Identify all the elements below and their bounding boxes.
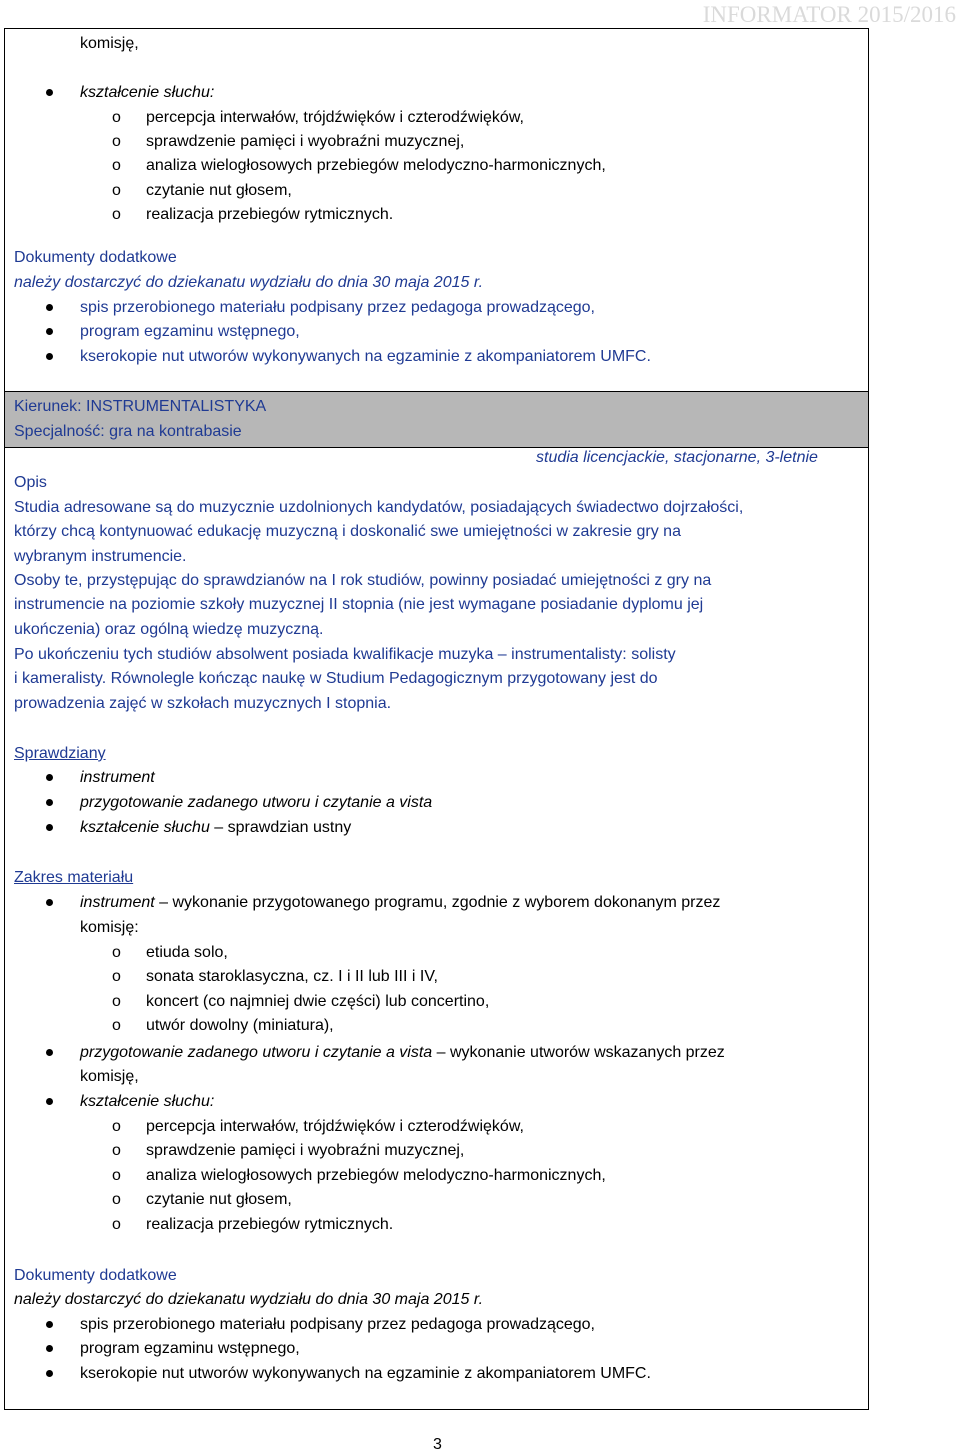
ks-item: sprawdzenie pamięci i wyobraźni muzycznej, — [146, 133, 465, 150]
header-brand: INFORMATOR 2015/2016 — [702, 2, 956, 27]
sprawdzian-item: instrument — [80, 769, 155, 786]
o-bullet: o — [112, 182, 121, 199]
opis-line: Studia adresowane są do muzycznie uzdolnionych kandydatów, posiadających świadectwo dojrzałości, — [14, 499, 744, 516]
opis-line: prowadzenia zajęć w szkołach muzycznych I stopnia. — [14, 695, 392, 712]
bullet — [46, 1345, 53, 1352]
instr-item: etiuda solo, — [146, 944, 228, 961]
instr-item: utwór dowolny (miniatura), — [146, 1017, 334, 1034]
docs-item: spis przerobionego materiału podpisany przez pedagoga prowadzącego, — [80, 299, 595, 316]
studia-type: studia licencjackie, stacjonarne, 3-letnie — [536, 449, 818, 466]
zakres-item-rest: – wykonanie utworów wskazanych przez — [432, 1044, 725, 1061]
docs-item: kserokopie nut utworów wykonywanych na egzaminie z akompaniatorem UMFC. — [80, 1365, 651, 1382]
o-bullet: o — [112, 1118, 121, 1135]
sprawdzian-item-rest: – sprawdzian ustny — [209, 819, 352, 836]
sprawdzian-item — [80, 817, 351, 839]
zakres-item — [80, 1042, 725, 1064]
ks-item: czytanie nut głosem, — [146, 1191, 292, 1208]
opis-heading: Opis — [14, 474, 47, 491]
o-bullet: o — [112, 1216, 121, 1233]
o-bullet: o — [112, 944, 121, 961]
instr-item: koncert (co najmniej dwie części) lub concertino, — [146, 993, 490, 1010]
o-bullet: o — [112, 1191, 121, 1208]
docs-item: kserokopie nut utworów wykonywanych na egzaminie z akompaniatorem UMFC. — [80, 348, 651, 365]
zakres-heading: Zakres materiału — [14, 869, 134, 886]
ks-item: sprawdzenie pamięci i wyobraźni muzycznej, — [146, 1142, 465, 1159]
ks-item: realizacja przebiegów rytmicznych. — [146, 1216, 394, 1233]
bullet — [46, 899, 53, 906]
komisje-text: komisję, — [80, 35, 139, 52]
o-bullet: o — [112, 133, 121, 150]
bullet — [46, 304, 53, 311]
bullet — [46, 353, 53, 360]
opis-line: ukończenia) oraz ogólną wiedzę muzyczną. — [14, 621, 324, 638]
instr-item: sonata staroklasyczna, cz. I i II lub III i IV, — [146, 968, 438, 985]
zakres-item-cont: komisję: — [80, 919, 139, 936]
bullet — [46, 1321, 53, 1328]
opis-line: wybranym instrumencie. — [14, 548, 187, 565]
ks-item: analiza wielogłosowych przebiegów melodyczno-harmonicznych, — [146, 157, 606, 174]
opis-line: którzy chcą kontynuować edukację muzyczną i doskonalić swe umiejętności w zakresie gry na — [14, 523, 681, 540]
opis-line: Po ukończeniu tych studiów absolwent posiada kwalifikacje muzyka – instrumentalisty: solisty — [14, 646, 676, 663]
content-frame — [4, 28, 869, 1410]
kierunek-title: Kierunek: INSTRUMENTALISTYKA — [14, 398, 267, 415]
ks-item: percepcja interwałów, trójdźwięków i czterodźwięków, — [146, 1118, 524, 1135]
sprawdziany-heading: Sprawdziany — [14, 745, 106, 762]
o-bullet: o — [112, 1142, 121, 1159]
docs-heading: Dokumenty dodatkowe — [14, 1267, 177, 1284]
ks-item: percepcja interwałów, trójdźwięków i czterodźwięków, — [146, 109, 524, 126]
bullet — [46, 1098, 53, 1105]
o-bullet: o — [112, 1167, 121, 1184]
ks-label: kształcenie słuchu: — [80, 84, 215, 101]
zakres-item-rest: – wykonanie przygotowanego programu, zgodnie z wyborem dokonanym przez — [154, 894, 721, 911]
docs-deadline: należy dostarczyć do dziekanatu wydziału do dnia 30 maja 2015 r. — [14, 1291, 484, 1308]
docs-deadline: należy dostarczyć do dziekanatu wydziału do dnia 30 maja 2015 r. — [14, 274, 484, 291]
zakres-item-cont: komisję, — [80, 1068, 139, 1085]
bullet — [46, 774, 53, 781]
o-bullet: o — [112, 157, 121, 174]
opis-line: i kameralisty. Równolegle kończąc naukę w Studium Pedagogicznym przygotowany jest do — [14, 670, 658, 687]
sprawdzian-item-label: kształcenie słuchu — [80, 819, 210, 836]
docs-item: spis przerobionego materiału podpisany przez pedagoga prowadzącego, — [80, 1316, 595, 1333]
zakres-item: kształcenie słuchu: — [80, 1093, 215, 1110]
o-bullet: o — [112, 109, 121, 126]
docs-heading: Dokumenty dodatkowe — [14, 249, 177, 266]
bullet — [46, 328, 53, 335]
bullet — [46, 824, 53, 831]
o-bullet: o — [112, 206, 121, 223]
opis-line: instrumencie na poziomie szkoły muzycznej II stopnia (nie jest wymagane posiadanie dyplomu jej — [14, 596, 704, 613]
bullet — [46, 799, 53, 806]
sprawdzian-item: przygotowanie zadanego utworu i czytanie a vista — [80, 794, 433, 811]
page-number: 3 — [433, 1436, 442, 1453]
bullet — [46, 89, 53, 96]
ks-item: analiza wielogłosowych przebiegów melodyczno-harmonicznych, — [146, 1167, 606, 1184]
docs-item: program egzaminu wstępnego, — [80, 1340, 300, 1357]
o-bullet: o — [112, 993, 121, 1010]
o-bullet: o — [112, 1017, 121, 1034]
opis-line: Osoby te, przystępując do sprawdzianów na I rok studiów, powinny posiadać umiejętności z gry na — [14, 572, 712, 589]
o-bullet: o — [112, 968, 121, 985]
zakres-item — [80, 892, 720, 914]
specjalnosc-title: Specjalność: gra na kontrabasie — [14, 423, 242, 440]
bullet — [46, 1049, 53, 1056]
zakres-item-label: instrument — [80, 894, 155, 911]
docs-item: program egzaminu wstępnego, — [80, 323, 300, 340]
bullet — [46, 1370, 53, 1377]
ks-item: realizacja przebiegów rytmicznych. — [146, 206, 394, 223]
zakres-item-label: przygotowanie zadanego utworu i czytanie a vista — [80, 1044, 433, 1061]
ks-item: czytanie nut głosem, — [146, 182, 292, 199]
